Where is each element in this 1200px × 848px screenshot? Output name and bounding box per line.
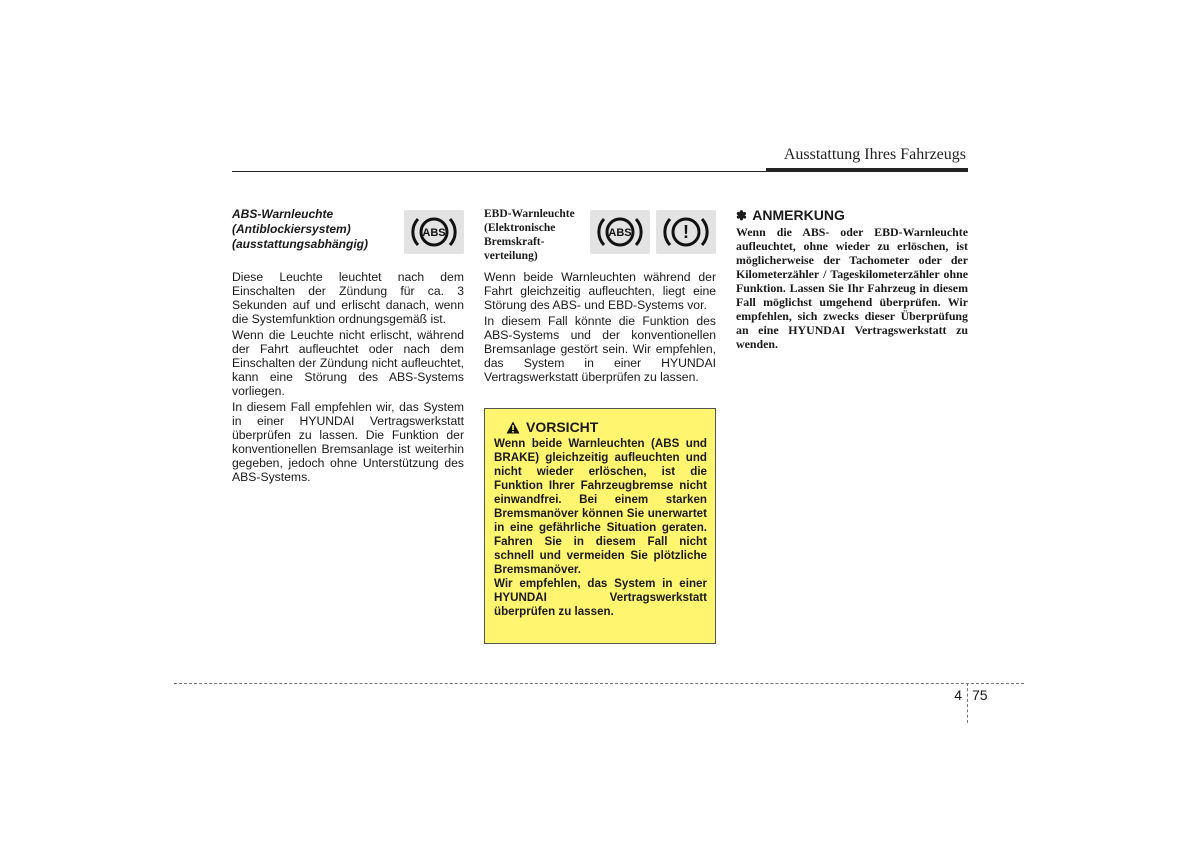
page-number: 75: [972, 687, 988, 703]
column-abs-warning: [232, 207, 464, 486]
ebd-heading-line: verteilung): [484, 250, 538, 262]
caution-box: [484, 408, 716, 644]
caution-title-text: VORSICHT: [526, 419, 599, 435]
abs-heading-line: (ausstattungsabhängig): [232, 237, 369, 251]
abs-warning-icon: [404, 210, 464, 254]
ebd-heading-line: Bremskraft-: [484, 236, 545, 248]
ebd-heading-line: (Elektronische: [484, 222, 556, 234]
caution-title: [506, 419, 707, 435]
abs-heading-line: (Antiblockiersystem): [232, 222, 351, 236]
abs-paragraph: In diesem Fall empfehlen wir, das System in einer HYUNDAI Vertragswerkstatt überprüfen zu lassen. Die Funktion der konventionellen Bremsanlage ist weiterhin gegeben, jedoch ohne Unterstützung des ABS-Systems.: [232, 400, 464, 484]
svg-text:ABS: ABS: [608, 227, 632, 239]
note-title-text: ANMERKUNG: [752, 207, 845, 223]
abs-paragraph: Diese Leuchte leuchtet nach dem Einschalten der Zündung für ca. 3 Sekunden auf und erlischt danach, wenn die Systemfunktion ordnungsgemäß ist.: [232, 270, 464, 326]
ebd-heading-line: EBD-Warnleuchte: [484, 208, 575, 220]
page-header-title: Ausstattung Ihres Fahrzeugs: [783, 146, 966, 163]
abs-paragraph: Wenn die Leuchte nicht erlischt, während der Fahrt aufleuchtet oder nach dem Einschalten der Zündung nicht aufleuchtet, kann eine Störung des ABS-Systems vorliegen.: [232, 328, 464, 398]
ebd-heading: [484, 207, 588, 263]
note-star-icon: ✽: [736, 208, 747, 223]
footer-vertical-rule: [967, 683, 968, 723]
svg-text:!: !: [683, 222, 689, 242]
abs-warning-icon: [590, 210, 650, 254]
note-body: Wenn die ABS- oder EBD-Warnleuchte aufleuchtet, ohne wieder zu erlöschen, ist möglicherweise der Tachometer oder der Kilometerzähler / Tageskilometerzähler ohne Funktion. Lassen Sie Ihr Fahrzeug in diesem Fall möglichst umgehend überprüfen. Wir empfehlen, sich zwecks dieser Überprüfung an eine HYUNDAI Vertragswerkstatt zu wenden.: [736, 225, 968, 351]
ebd-paragraph: In diesem Fall könnte die Funktion des ABS-Systems und der konventionellen Bremsanlage gestört sein. Wir empfehlen, das System in einer HYUNDAI Vertragswerkstatt überprüfen zu lassen.: [484, 314, 716, 384]
svg-text:ABS: ABS: [422, 227, 446, 239]
abs-heading: [232, 207, 368, 252]
brake-warning-icon: [656, 210, 716, 254]
note-title: [736, 207, 968, 224]
ebd-paragraph: Wenn beide Warnleuchten während der Fahrt gleichzeitig aufleuchten, liegt eine Störung des ABS- und EBD-Systems vor.: [484, 270, 716, 312]
abs-heading-line: ABS-Warnleuchte: [232, 207, 334, 221]
caution-paragraph: Wir empfehlen, das System in einer HYUNDAI Vertragswerkstatt überprüfen zu lassen.: [494, 577, 707, 618]
column-ebd-warning: [484, 207, 716, 386]
header-bar: [766, 168, 968, 171]
column-note: [736, 207, 968, 351]
footer-dashed-rule: [174, 683, 1024, 684]
chapter-number: 4: [954, 687, 962, 703]
warning-triangle-icon: [506, 421, 520, 434]
caution-paragraph: Wenn beide Warnleuchten (ABS und BRAKE) gleichzeitig aufleuchten und nicht wieder erlöschen, ist die Funktion Ihrer Fahrzeugbremse nicht einwandfrei. Bei einem starken Bremsmanöver können Sie unerwartet in eine gefährliche Situation geraten. Fahren Sie in diesem Fall nicht schnell und vermeiden Sie plötzliche Bremsmanöver.: [494, 437, 707, 576]
header-rule: [232, 171, 968, 172]
